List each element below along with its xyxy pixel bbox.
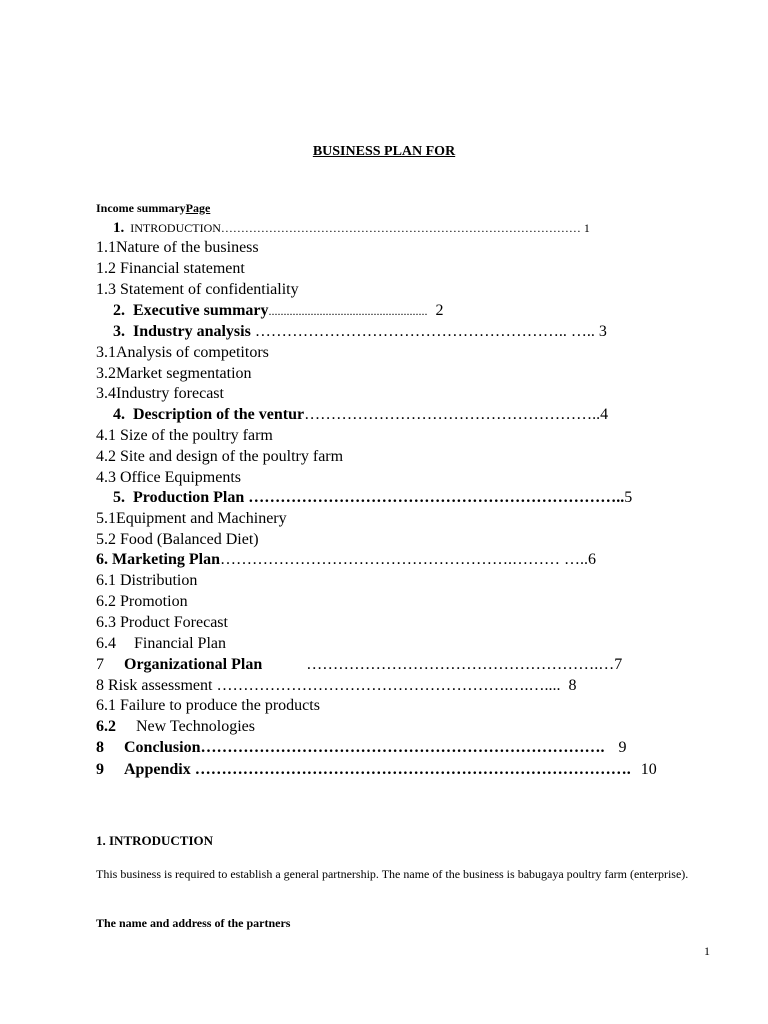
toc-entry-number: 3. — [113, 323, 125, 340]
toc-entry-page: 3 — [598, 323, 607, 340]
toc-header-page-label: Page — [185, 201, 211, 215]
toc-entry-leader: ……………………………………………….… — [306, 656, 615, 673]
toc-entry-financial-statement: 1.2 Financial statement — [96, 260, 245, 277]
toc-entry-number: 8 — [96, 739, 104, 756]
toc-entry-number: 7 — [96, 656, 104, 673]
toc-entry-production-plan — [113, 490, 632, 506]
toc-entry-description-venture — [113, 407, 608, 423]
toc-entry-label: Appendix — [124, 761, 191, 778]
toc-entry-office-equipments: 4.3 Office Equipments — [96, 469, 242, 486]
toc-entry-page: 5 — [624, 489, 633, 506]
toc-entry-label: New Technologies — [136, 718, 255, 735]
toc-entry-distribution: 6.1 Distribution — [96, 572, 198, 589]
toc-entry-leader: ……………………………………………………………………………… — [220, 221, 581, 235]
toc-entry-page: 10 — [640, 761, 657, 778]
toc-entry-number: 1. — [113, 220, 125, 236]
toc-entry-page: 2 — [435, 302, 444, 319]
toc-entry-leader: ..................................................... — [268, 304, 428, 318]
toc-entry-nature: 1.1Nature of the business — [96, 239, 259, 256]
toc-header — [96, 202, 210, 214]
toc-entry-page: 9 — [618, 739, 627, 756]
toc-entry-introduction — [113, 221, 590, 236]
toc-entry-failure: 6.1 Failure to produce the products — [96, 697, 320, 714]
toc-entry-marketing-plan — [96, 552, 596, 568]
toc-entry-competitors: 3.1Analysis of competitors — [96, 344, 269, 361]
toc-entry-industry-analysis — [113, 324, 607, 340]
toc-entry-label: Financial Plan — [134, 635, 226, 652]
toc-entry-leader: ………………………………………………….. ….. — [254, 323, 595, 340]
toc-entry-equipment: 5.1Equipment and Machinery — [96, 510, 287, 527]
toc-entry-page: 1 — [583, 221, 590, 235]
section-heading: 1. INTRODUCTION — [96, 833, 214, 848]
toc-entry-confidentiality: 1.3 Statement of confidentiality — [96, 281, 299, 298]
toc-entry-page: 8 — [568, 677, 577, 694]
toc-entry-number: 4. — [113, 406, 125, 423]
toc-entry-label: Production Plan — [133, 489, 245, 506]
toc-entry-label: Executive summary — [133, 302, 269, 319]
toc-entry-number: 2. — [113, 302, 125, 319]
toc-entry-site-design: 4.2 Site and design of the poultry farm — [96, 448, 344, 465]
toc-entry-conclusion — [96, 740, 626, 756]
toc-entry-farm-size: 4.1 Size of the poultry farm — [96, 427, 273, 444]
toc-entry-food: 5.2 Food (Balanced Diet) — [96, 531, 259, 548]
toc-entry-label: Industry analysis — [133, 323, 251, 340]
toc-entry-label: Conclusion — [124, 739, 201, 756]
toc-entry-risk-assessment — [96, 678, 576, 694]
page-number: 1 — [704, 944, 710, 958]
toc-entry-promotion: 6.2 Promotion — [96, 593, 188, 610]
toc-header-label: Income summary — [96, 201, 186, 215]
document-title: BUSINESS PLAN FOR — [312, 144, 456, 159]
toc-entry-page: 7 — [614, 656, 623, 673]
toc-entry-number: 6.4 — [96, 635, 116, 652]
toc-entry-label: Description of the ventur — [133, 406, 305, 423]
toc-entry-leader: …………………………………………………………………. — [200, 739, 605, 756]
toc-entry-number: 9 — [96, 761, 104, 778]
toc-entry-page: 4 — [600, 406, 609, 423]
toc-entry-label: 6. Marketing Plan — [96, 551, 220, 568]
toc-entry-appendix — [96, 762, 657, 778]
toc-entry-leader: ……………………………………………….….….... — [216, 677, 561, 694]
toc-entry-number: 6.2 — [96, 718, 116, 735]
toc-entry-new-technologies — [96, 719, 255, 735]
toc-entry-industry-forecast: 3.4Industry forecast — [96, 385, 224, 402]
toc-entry-organizational-plan — [96, 657, 622, 673]
toc-entry-label: INTRODUCTION — [130, 221, 221, 235]
toc-entry-leader: ………………………………………………………………………. — [194, 761, 631, 778]
toc-entry-leader: …………………………………………………………….. — [248, 489, 625, 506]
toc-entry-financial-plan — [96, 636, 226, 652]
section-subheading: The name and address of the partners — [96, 916, 291, 930]
toc-entry-label: 8 Risk assessment — [96, 677, 213, 694]
section-paragraph: This business is required to establish a general partnership. The name of the business is babugaya poultry farm (enterprise). — [96, 867, 689, 881]
toc-entry-leader: ……………………………………………….……… ….. — [220, 551, 588, 568]
toc-entry-page: 6 — [588, 551, 596, 568]
toc-entry-executive-summary — [113, 303, 444, 319]
toc-entry-number: 5. — [113, 489, 125, 506]
toc-entry-market-segmentation: 3.2Market segmentation — [96, 365, 252, 382]
toc-entry-leader: ……………………………………………….. — [304, 406, 601, 423]
toc-entry-label: Organizational Plan — [124, 656, 263, 673]
toc-entry-product-forecast: 6.3 Product Forecast — [96, 614, 228, 631]
